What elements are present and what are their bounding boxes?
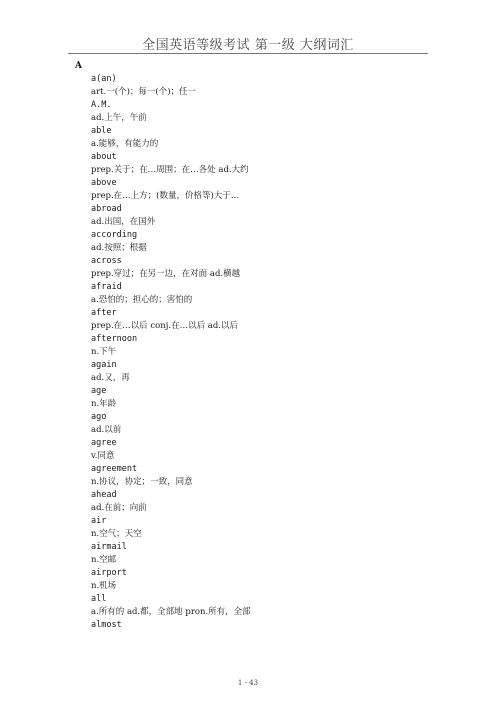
entry-word: able [91, 126, 112, 136]
list-item [91, 385, 431, 411]
list-item [91, 255, 431, 281]
entry-word: afraid [91, 282, 122, 292]
entry-word: after [91, 308, 117, 318]
list-item [91, 619, 431, 632]
entry-definition: prep.在…以后 conj.在…以后 ad.以后 [91, 321, 238, 331]
header-rule [68, 53, 428, 54]
entry-definition: prep.穿过；在另一边，在对面 ad.横越 [91, 269, 241, 279]
entry-word: ago [91, 412, 107, 422]
list-item [91, 567, 431, 593]
list-item [91, 489, 431, 515]
entry-word: airmail [91, 542, 127, 552]
list-item [91, 73, 431, 99]
entry-definition: ad.在前；向前 [91, 503, 147, 513]
list-item [91, 515, 431, 541]
list-item [91, 229, 431, 255]
list-item [91, 151, 431, 177]
list-item [91, 333, 431, 359]
list-item [91, 541, 431, 567]
entry-definition: ad.按照；根据 [91, 243, 147, 253]
entry-definition: n.下午 [91, 347, 117, 357]
entry-definition: ad.出国，在国外 [91, 217, 156, 227]
entry-definition: art.一(个)；每一(个)；任一 [91, 87, 197, 97]
entry-definition: n.年龄 [91, 399, 117, 409]
entry-definition: ad.又，再 [91, 373, 130, 383]
entry-word: air [91, 516, 107, 526]
entry-word: across [91, 256, 122, 266]
list-item [91, 411, 431, 437]
entry-word: above [91, 178, 117, 188]
list-item [91, 99, 431, 125]
entry-definition: n.空邮 [91, 555, 117, 565]
entry-word: all [91, 594, 107, 604]
list-item [91, 593, 431, 619]
page-header: 全国英语等级考试 第一级 大纲词汇 [142, 38, 354, 53]
entry-definition: n.协议，协定；一致，同意 [91, 477, 193, 487]
list-item [91, 463, 431, 489]
entry-word: almost [91, 620, 122, 630]
entry-definition: ad.上午，午前 [91, 113, 147, 123]
entry-definition: prep.关于；在…周围；在…各处 ad.大约 [91, 165, 249, 175]
list-item [91, 203, 431, 229]
list-item [91, 307, 431, 333]
entry-word: agree [91, 438, 117, 448]
entry-word: afternoon [91, 334, 138, 344]
entry-definition: n.空气；天空 [91, 529, 142, 539]
list-item [91, 177, 431, 203]
entry-word: age [91, 386, 107, 396]
list-item [91, 437, 431, 463]
entry-definition: a.恐怕的；担心的；害怕的 [91, 295, 193, 305]
entry-word: abroad [91, 204, 122, 214]
list-item [91, 359, 431, 385]
page-number: 1 - 43 [237, 679, 259, 687]
entry-word: agreement [91, 464, 138, 474]
entry-word: ahead [91, 490, 117, 500]
entry-definition: n.机场 [91, 581, 117, 591]
entry-definition: a.所有的 ad.都，全部地 pron.所有，全部 [91, 607, 251, 617]
entry-definition: prep.在…上方；(数量，价格等)大于… [91, 191, 240, 201]
list-item [91, 281, 431, 307]
section-letter: A [75, 61, 82, 71]
vocabulary-list [91, 73, 431, 632]
entry-definition: v.同意 [91, 451, 115, 461]
entry-definition: ad.以前 [91, 425, 122, 435]
list-item [91, 125, 431, 151]
entry-definition: a.能够，有能力的 [91, 139, 159, 149]
entry-word: airport [91, 568, 127, 578]
entry-word: according [91, 230, 138, 240]
entry-word: A.M. [91, 100, 112, 110]
entry-word: about [91, 152, 117, 162]
entry-word: a(an) [91, 74, 117, 84]
entry-word: again [91, 360, 117, 370]
